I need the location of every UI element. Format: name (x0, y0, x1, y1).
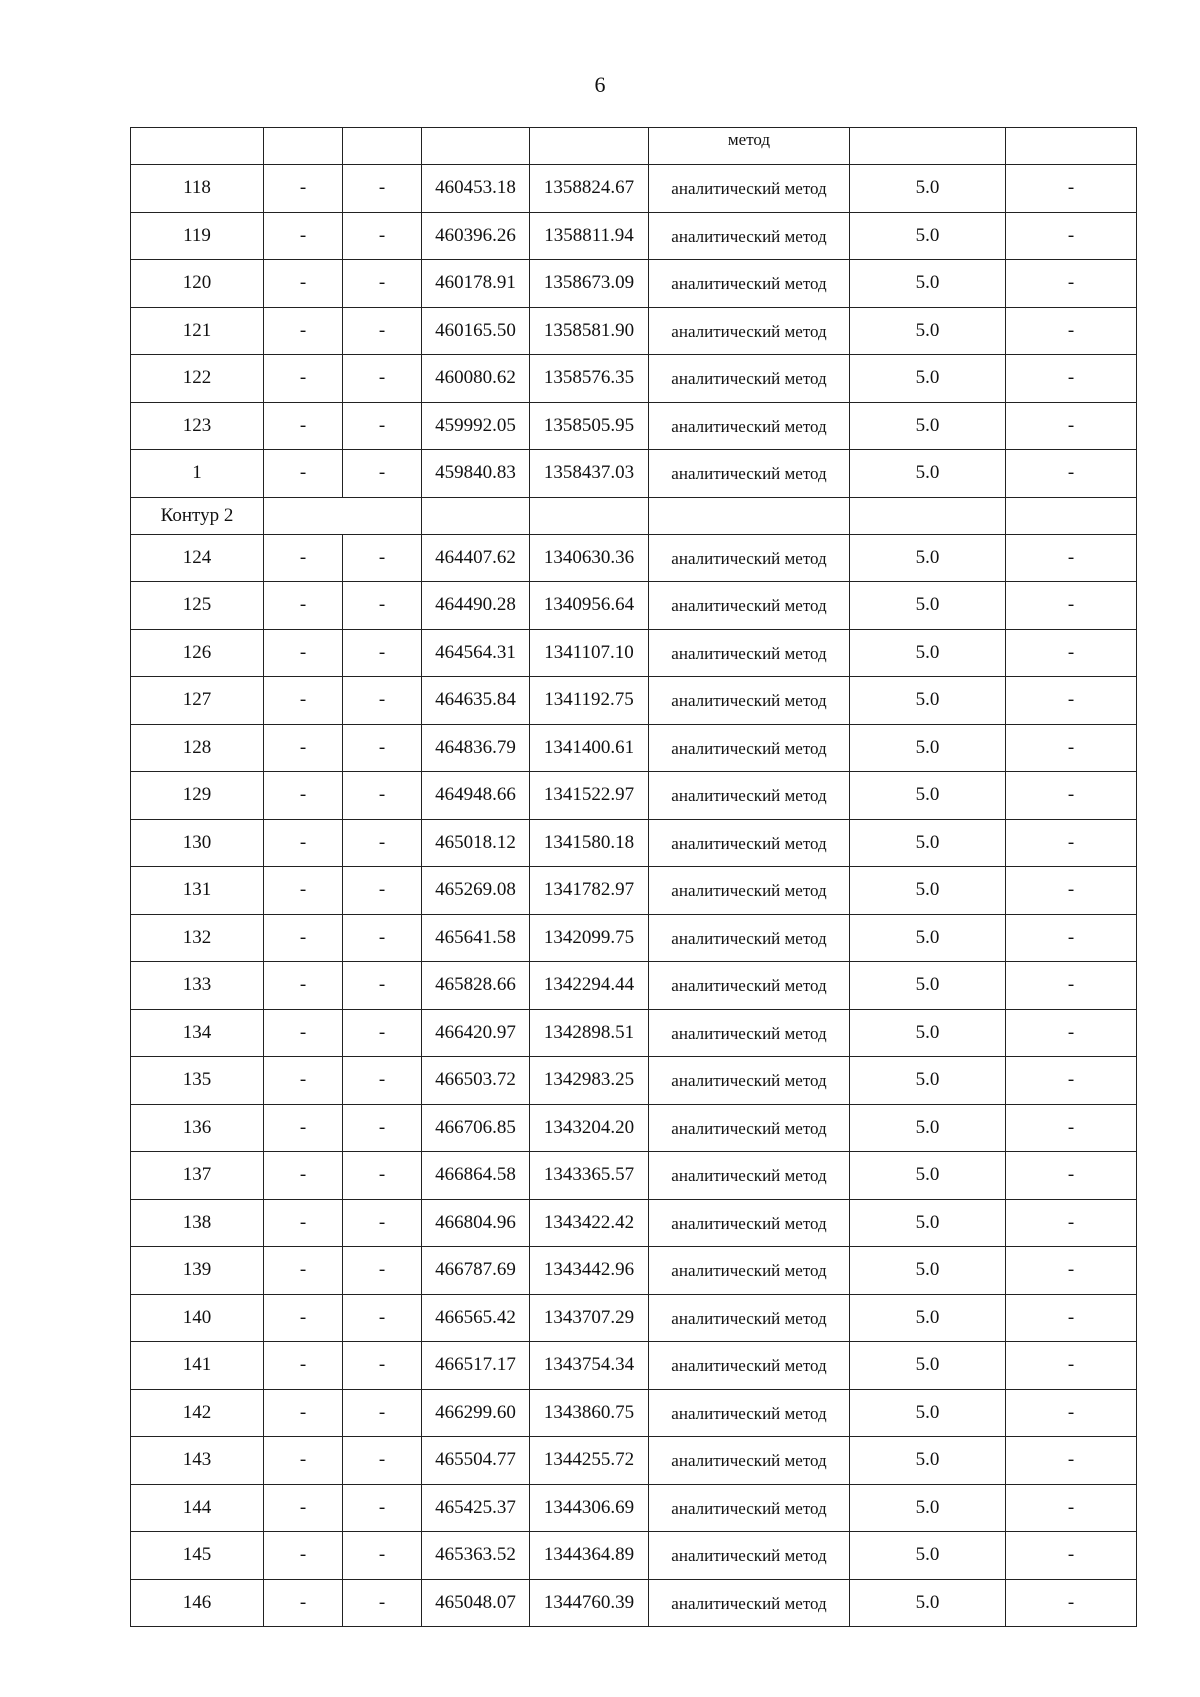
cell-x-coordinate: 466804.96 (422, 1199, 530, 1247)
cell-col2: - (264, 402, 343, 450)
cell-method: аналитический метод (649, 165, 850, 213)
cell-method: аналитический метод (649, 819, 850, 867)
cell-point-number: 146 (131, 1579, 264, 1627)
cell-y-coordinate: 1358673.09 (530, 260, 649, 308)
cell-col2: - (264, 914, 343, 962)
cell-method: аналитический метод (649, 582, 850, 630)
cell-col3: - (343, 724, 422, 772)
table-row (131, 450, 1137, 498)
page-number: 6 (594, 72, 606, 97)
cell-col2: - (264, 165, 343, 213)
cell-col3: - (343, 772, 422, 820)
cell-note: - (1006, 534, 1137, 582)
cell-empty (850, 497, 1006, 534)
cell-x-coordinate: 465269.08 (422, 867, 530, 915)
table-row (131, 307, 1137, 355)
cell-point-number: 143 (131, 1437, 264, 1485)
cell-method: аналитический метод (649, 1152, 850, 1200)
table-row (131, 355, 1137, 403)
cell-col2: - (264, 307, 343, 355)
cell-x-coordinate: 465363.52 (422, 1532, 530, 1580)
cell-point-number: 127 (131, 677, 264, 725)
table-row (131, 402, 1137, 450)
cell-col2: - (264, 962, 343, 1010)
cell-x-coordinate: 466517.17 (422, 1342, 530, 1390)
cell-method: аналитический метод (649, 450, 850, 498)
cell-x-coordinate: 466565.42 (422, 1294, 530, 1342)
table-row (131, 1152, 1137, 1200)
cell-col2: - (264, 677, 343, 725)
cell-note: - (1006, 1247, 1137, 1295)
cell-col3: - (343, 450, 422, 498)
cell-y-coordinate: 1341400.61 (530, 724, 649, 772)
table-row (131, 1579, 1137, 1627)
cell-point-number: 144 (131, 1484, 264, 1532)
cell-error: 5.0 (850, 1152, 1006, 1200)
cell-col2: - (264, 1294, 343, 1342)
cell-col2: - (264, 1057, 343, 1105)
cell-point-number: 132 (131, 914, 264, 962)
cell-y-coordinate: 1341192.75 (530, 677, 649, 725)
cell-col3: - (343, 1199, 422, 1247)
cell-point-number: 130 (131, 819, 264, 867)
cell-y-coordinate: 1341580.18 (530, 819, 649, 867)
cell-y-coordinate: 1342898.51 (530, 1009, 649, 1057)
cell-col3: - (343, 212, 422, 260)
continuation-row (131, 128, 1137, 165)
cell-method: аналитический метод (649, 724, 850, 772)
table-row (131, 260, 1137, 308)
cell-note: - (1006, 402, 1137, 450)
cell-col2: - (264, 582, 343, 630)
cell-x-coordinate: 460165.50 (422, 307, 530, 355)
cell-x-coordinate: 465048.07 (422, 1579, 530, 1627)
cell-point-number: 142 (131, 1389, 264, 1437)
cell-method: аналитический метод (649, 260, 850, 308)
cell-point-number: 133 (131, 962, 264, 1010)
cell-x-coordinate: 466299.60 (422, 1389, 530, 1437)
cell-point-number: 140 (131, 1294, 264, 1342)
cell-x-coordinate: 459992.05 (422, 402, 530, 450)
cell-y-coordinate: 1358505.95 (530, 402, 649, 450)
cell-col2: - (264, 355, 343, 403)
cell-col3: - (343, 1579, 422, 1627)
cell-x-coordinate: 466864.58 (422, 1152, 530, 1200)
cell-x-coordinate: 460453.18 (422, 165, 530, 213)
cell-error: 5.0 (850, 260, 1006, 308)
cell-point-number: 124 (131, 534, 264, 582)
table-row (131, 1437, 1137, 1485)
cell-y-coordinate: 1342294.44 (530, 962, 649, 1010)
cell-col3: - (343, 962, 422, 1010)
cell-col3: - (343, 260, 422, 308)
cell-x-coordinate: 465504.77 (422, 1437, 530, 1485)
cell-error: 5.0 (850, 450, 1006, 498)
cell-col3: - (343, 1152, 422, 1200)
table-row (131, 582, 1137, 630)
cell-method: аналитический метод (649, 307, 850, 355)
cell-method: аналитический метод (649, 629, 850, 677)
cell-note: - (1006, 772, 1137, 820)
cell-point-number: 141 (131, 1342, 264, 1390)
cell-col3: - (343, 355, 422, 403)
cell-method: аналитический метод (649, 1484, 850, 1532)
cell-note: - (1006, 1009, 1137, 1057)
cell-col3: - (343, 1104, 422, 1152)
cell-y-coordinate: 1341107.10 (530, 629, 649, 677)
cell-y-coordinate: 1343707.29 (530, 1294, 649, 1342)
table-row (131, 1389, 1137, 1437)
cell-method: аналитический метод (649, 534, 850, 582)
cell-method: аналитический метод (649, 867, 850, 915)
cell-x-coordinate: 466787.69 (422, 1247, 530, 1295)
cell-y-coordinate: 1358576.35 (530, 355, 649, 403)
cell-col3: - (343, 1057, 422, 1105)
cell-col3: - (343, 1009, 422, 1057)
cell-col3: - (343, 867, 422, 915)
cell-point-number: 118 (131, 165, 264, 213)
cell-point-number: 145 (131, 1532, 264, 1580)
table-row (131, 772, 1137, 820)
cell-y-coordinate: 1343422.42 (530, 1199, 649, 1247)
cell-point-number: 122 (131, 355, 264, 403)
cell-col2: - (264, 212, 343, 260)
cell-point-number: 129 (131, 772, 264, 820)
cell-empty (264, 128, 343, 165)
cell-y-coordinate: 1341782.97 (530, 867, 649, 915)
cell-y-coordinate: 1344255.72 (530, 1437, 649, 1485)
cell-note: - (1006, 867, 1137, 915)
cell-error: 5.0 (850, 582, 1006, 630)
table-row (131, 962, 1137, 1010)
cell-empty (343, 128, 422, 165)
cell-note: - (1006, 1294, 1137, 1342)
cell-note: - (1006, 677, 1137, 725)
cell-method: метод (649, 128, 850, 165)
cell-point-number: 123 (131, 402, 264, 450)
cell-note: - (1006, 724, 1137, 772)
cell-error: 5.0 (850, 1199, 1006, 1247)
coordinates-table (130, 127, 1137, 1627)
table-row (131, 212, 1137, 260)
cell-col2: - (264, 867, 343, 915)
cell-note: - (1006, 260, 1137, 308)
cell-note: - (1006, 307, 1137, 355)
cell-note: - (1006, 1579, 1137, 1627)
cell-method: аналитический метод (649, 914, 850, 962)
cell-col3: - (343, 165, 422, 213)
table-row (131, 1009, 1137, 1057)
cell-col3: - (343, 534, 422, 582)
cell-y-coordinate: 1358811.94 (530, 212, 649, 260)
cell-error: 5.0 (850, 1484, 1006, 1532)
cell-y-coordinate: 1358437.03 (530, 450, 649, 498)
cell-x-coordinate: 464948.66 (422, 772, 530, 820)
cell-note: - (1006, 1342, 1137, 1390)
cell-note: - (1006, 582, 1137, 630)
cell-col2: - (264, 1152, 343, 1200)
cell-x-coordinate: 464490.28 (422, 582, 530, 630)
cell-col2: - (264, 1484, 343, 1532)
cell-y-coordinate: 1343204.20 (530, 1104, 649, 1152)
cell-error: 5.0 (850, 1389, 1006, 1437)
table-row (131, 1057, 1137, 1105)
cell-method: аналитический метод (649, 677, 850, 725)
cell-point-number: 135 (131, 1057, 264, 1105)
cell-x-coordinate: 464836.79 (422, 724, 530, 772)
cell-error: 5.0 (850, 1342, 1006, 1390)
cell-x-coordinate: 460396.26 (422, 212, 530, 260)
cell-empty (422, 128, 530, 165)
cell-empty (1006, 497, 1137, 534)
cell-point-number: 137 (131, 1152, 264, 1200)
cell-error: 5.0 (850, 1532, 1006, 1580)
cell-x-coordinate: 466420.97 (422, 1009, 530, 1057)
cell-point-number: 139 (131, 1247, 264, 1295)
section-label: Контур 2 (131, 497, 264, 534)
cell-error: 5.0 (850, 307, 1006, 355)
cell-x-coordinate: 465641.58 (422, 914, 530, 962)
cell-col2: - (264, 1579, 343, 1627)
table-row (131, 1342, 1137, 1390)
cell-col3: - (343, 1389, 422, 1437)
cell-note: - (1006, 1532, 1137, 1580)
cell-col3: - (343, 307, 422, 355)
cell-error: 5.0 (850, 212, 1006, 260)
cell-empty (131, 128, 264, 165)
cell-error: 5.0 (850, 402, 1006, 450)
cell-error: 5.0 (850, 914, 1006, 962)
cell-point-number: 136 (131, 1104, 264, 1152)
cell-error: 5.0 (850, 1009, 1006, 1057)
cell-col3: - (343, 914, 422, 962)
cell-point-number: 121 (131, 307, 264, 355)
cell-note: - (1006, 212, 1137, 260)
cell-y-coordinate: 1340956.64 (530, 582, 649, 630)
cell-col2: - (264, 1009, 343, 1057)
cell-method: аналитический метод (649, 1437, 850, 1485)
cell-point-number: 1 (131, 450, 264, 498)
cell-empty (264, 497, 422, 534)
cell-error: 5.0 (850, 1104, 1006, 1152)
cell-col3: - (343, 677, 422, 725)
table-row (131, 914, 1137, 962)
cell-y-coordinate: 1343365.57 (530, 1152, 649, 1200)
table-row (131, 1294, 1137, 1342)
cell-col2: - (264, 724, 343, 772)
cell-x-coordinate: 465828.66 (422, 962, 530, 1010)
cell-col2: - (264, 1104, 343, 1152)
cell-method: аналитический метод (649, 1532, 850, 1580)
cell-note: - (1006, 1199, 1137, 1247)
cell-col3: - (343, 402, 422, 450)
cell-empty (530, 497, 649, 534)
cell-error: 5.0 (850, 819, 1006, 867)
cell-note: - (1006, 914, 1137, 962)
cell-error: 5.0 (850, 534, 1006, 582)
cell-method: аналитический метод (649, 212, 850, 260)
cell-y-coordinate: 1358824.67 (530, 165, 649, 213)
cell-col3: - (343, 1294, 422, 1342)
cell-point-number: 125 (131, 582, 264, 630)
cell-col2: - (264, 260, 343, 308)
cell-error: 5.0 (850, 962, 1006, 1010)
cell-method: аналитический метод (649, 962, 850, 1010)
table-row (131, 629, 1137, 677)
cell-y-coordinate: 1340630.36 (530, 534, 649, 582)
cell-error: 5.0 (850, 1579, 1006, 1627)
cell-error: 5.0 (850, 1294, 1006, 1342)
cell-method: аналитический метод (649, 1342, 850, 1390)
table-row (131, 1247, 1137, 1295)
table-row (131, 1104, 1137, 1152)
cell-col2: - (264, 1389, 343, 1437)
cell-y-coordinate: 1344760.39 (530, 1579, 649, 1627)
cell-y-coordinate: 1342099.75 (530, 914, 649, 962)
cell-method: аналитический метод (649, 1104, 850, 1152)
table-row (131, 819, 1137, 867)
cell-x-coordinate: 466706.85 (422, 1104, 530, 1152)
cell-col2: - (264, 629, 343, 677)
cell-method: аналитический метод (649, 1247, 850, 1295)
cell-error: 5.0 (850, 867, 1006, 915)
cell-y-coordinate: 1343860.75 (530, 1389, 649, 1437)
cell-point-number: 120 (131, 260, 264, 308)
cell-y-coordinate: 1344306.69 (530, 1484, 649, 1532)
cell-note: - (1006, 355, 1137, 403)
cell-note: - (1006, 1104, 1137, 1152)
cell-error: 5.0 (850, 724, 1006, 772)
cell-x-coordinate: 465425.37 (422, 1484, 530, 1532)
cell-error: 5.0 (850, 629, 1006, 677)
cell-point-number: 128 (131, 724, 264, 772)
cell-col2: - (264, 1437, 343, 1485)
table-row (131, 165, 1137, 213)
cell-method: аналитический метод (649, 1057, 850, 1105)
cell-note: - (1006, 629, 1137, 677)
cell-error: 5.0 (850, 355, 1006, 403)
cell-col2: - (264, 772, 343, 820)
cell-note: - (1006, 962, 1137, 1010)
cell-col2: - (264, 534, 343, 582)
cell-y-coordinate: 1342983.25 (530, 1057, 649, 1105)
cell-point-number: 134 (131, 1009, 264, 1057)
cell-note: - (1006, 165, 1137, 213)
table-row (131, 1484, 1137, 1532)
cell-empty (1006, 128, 1137, 165)
cell-y-coordinate: 1341522.97 (530, 772, 649, 820)
cell-error: 5.0 (850, 1437, 1006, 1485)
cell-error: 5.0 (850, 772, 1006, 820)
section-row (131, 497, 1137, 534)
cell-col3: - (343, 1247, 422, 1295)
cell-point-number: 138 (131, 1199, 264, 1247)
cell-method: аналитический метод (649, 1009, 850, 1057)
cell-method: аналитический метод (649, 1389, 850, 1437)
cell-method: аналитический метод (649, 1199, 850, 1247)
cell-col2: - (264, 1532, 343, 1580)
cell-col3: - (343, 629, 422, 677)
cell-empty (649, 497, 850, 534)
cell-col3: - (343, 1437, 422, 1485)
cell-error: 5.0 (850, 165, 1006, 213)
cell-col3: - (343, 582, 422, 630)
cell-x-coordinate: 466503.72 (422, 1057, 530, 1105)
table-row (131, 724, 1137, 772)
cell-method: аналитический метод (649, 402, 850, 450)
cell-empty (850, 128, 1006, 165)
cell-x-coordinate: 460080.62 (422, 355, 530, 403)
table-row (131, 1199, 1137, 1247)
cell-method: аналитический метод (649, 1294, 850, 1342)
cell-y-coordinate: 1343754.34 (530, 1342, 649, 1390)
table-row (131, 867, 1137, 915)
cell-col2: - (264, 1342, 343, 1390)
table-body (131, 128, 1137, 1627)
cell-col3: - (343, 1532, 422, 1580)
cell-error: 5.0 (850, 1057, 1006, 1105)
cell-method: аналитический метод (649, 1579, 850, 1627)
table-row (131, 677, 1137, 725)
cell-error: 5.0 (850, 677, 1006, 725)
cell-y-coordinate: 1344364.89 (530, 1532, 649, 1580)
cell-note: - (1006, 1057, 1137, 1105)
cell-note: - (1006, 819, 1137, 867)
cell-empty (530, 128, 649, 165)
cell-y-coordinate: 1358581.90 (530, 307, 649, 355)
cell-point-number: 131 (131, 867, 264, 915)
cell-note: - (1006, 1484, 1137, 1532)
cell-x-coordinate: 464564.31 (422, 629, 530, 677)
cell-col2: - (264, 1199, 343, 1247)
cell-y-coordinate: 1343442.96 (530, 1247, 649, 1295)
cell-col3: - (343, 819, 422, 867)
cell-x-coordinate: 464407.62 (422, 534, 530, 582)
cell-empty (422, 497, 530, 534)
cell-col3: - (343, 1484, 422, 1532)
cell-x-coordinate: 464635.84 (422, 677, 530, 725)
cell-error: 5.0 (850, 1247, 1006, 1295)
cell-note: - (1006, 450, 1137, 498)
cell-note: - (1006, 1152, 1137, 1200)
cell-point-number: 119 (131, 212, 264, 260)
cell-note: - (1006, 1437, 1137, 1485)
cell-method: аналитический метод (649, 355, 850, 403)
cell-point-number: 126 (131, 629, 264, 677)
cell-x-coordinate: 459840.83 (422, 450, 530, 498)
cell-note: - (1006, 1389, 1137, 1437)
cell-col2: - (264, 1247, 343, 1295)
table-row (131, 1532, 1137, 1580)
cell-col3: - (343, 1342, 422, 1390)
table-row (131, 534, 1137, 582)
cell-x-coordinate: 465018.12 (422, 819, 530, 867)
cell-x-coordinate: 460178.91 (422, 260, 530, 308)
cell-col2: - (264, 819, 343, 867)
cell-col2: - (264, 450, 343, 498)
cell-method: аналитический метод (649, 772, 850, 820)
